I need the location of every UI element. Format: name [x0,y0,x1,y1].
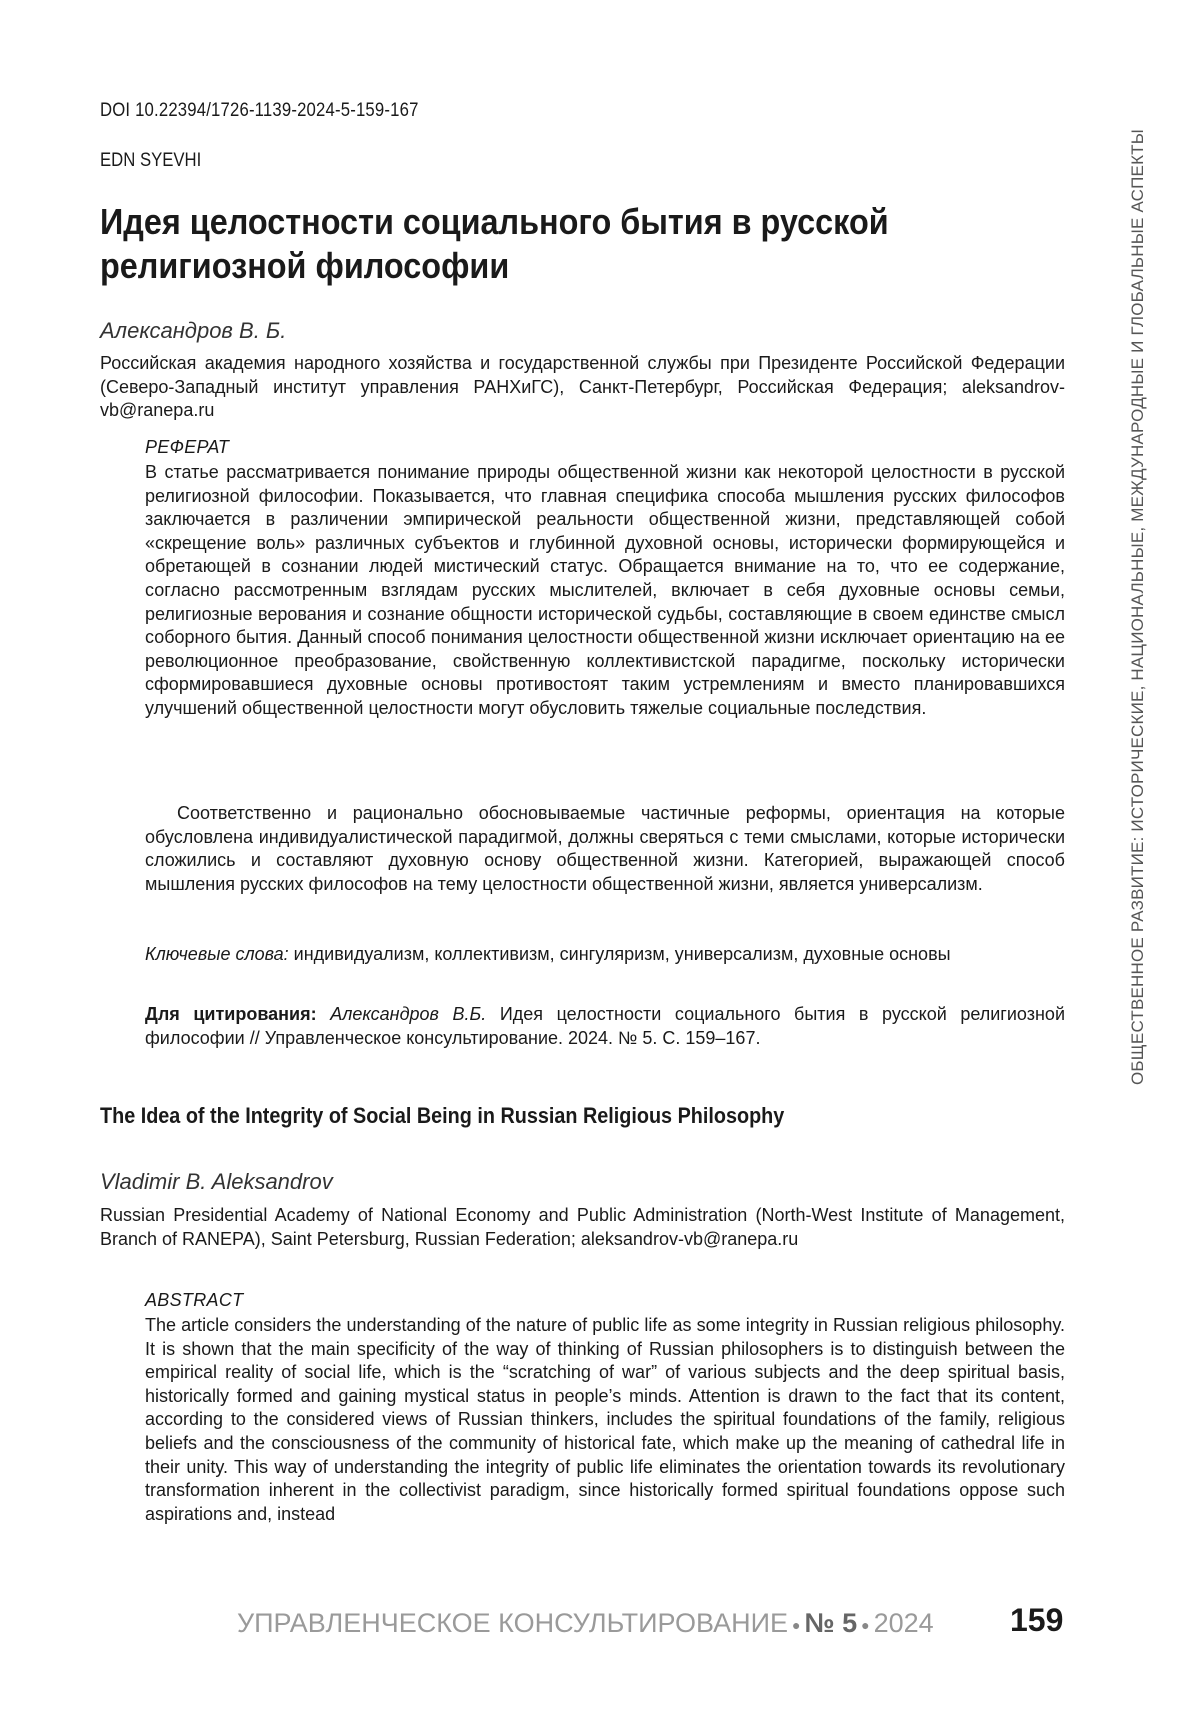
edn-line: EDN SYEVHI [100,150,201,172]
doi-line: DOI 10.22394/1726-1139-2024-5-159-167 [100,100,419,122]
abstract-ru-paragraph-1: В статье рассматривается понимание природы общественной жизни как некоторой целостности в русской религиозной философии. Показывается, что главная специфика способа мышления русских философов заключается в различении эмпирической реальности общественной жизни, представляющей собой «скрещение воль» различных субъектов и глубинной духовной основы, исторически формирующейся и обретающей в сознании людей мистический статус. Обращается внимание на то, что ее содержание, согласно рассмотренным взглядам русских мыслителей, включает в себя духовные основы семьи, религиозные верования и сознание общности исторической судьбы, составляющие в своем единстве смысл соборного бытия. Данный способ понимания целостности общественной жизни исключает ориентацию на ее революционное преобразование, свойственную коллективистской парадигме, поскольку исторически сформировавшиеся духовные основы противостоят таким устремлениям и вместо планировавшихся улучшений общественной целостности могут обусловить тяжелые социальные последствия. [145,461,1065,721]
abstract-label-ru: РЕФЕРАТ [145,437,229,458]
article-title-en: The Idea of the Integrity of Social Being in Russian Religious Philosophy [100,1103,784,1129]
bullet-separator-icon: ● [792,1617,800,1633]
keywords-list: индивидуализм, коллективизм, сингуляризм, универсализм, духовные основы [294,944,951,964]
citation-label: Для цитирования: [145,1004,317,1024]
abstract-ru-paragraph-2: Соответственно и рационально обосновываемые частичные реформы, ориентация на которые обусловлена индивидуалистической парадигмой, должны сверяться с теми смыслами, которые исторически сложились и составляют духовную основу общественной жизни. Категорией, выражающей способ мышления русских философов на тему целостности общественной жизни, является универсализм. [145,802,1065,896]
citation-author: Александров В.Б. [330,1004,486,1024]
journal-page [0,0,1200,1710]
keywords-label: Ключевые слова: [145,944,289,964]
footer-year: 2024 [874,1608,934,1638]
citation-ru [145,1003,1065,1050]
footer-issue: № 5 [804,1608,857,1638]
section-sidebar-text: ОБЩЕСТВЕННОЕ РАЗВИТИЕ: ИСТОРИЧЕСКИЕ, НАЦИОНАЛЬНЫЕ, МЕЖДУНАРОДНЫЕ И ГЛОБАЛЬНЫЕ АСПЕКТЫ [1128,95,1148,1085]
keywords-ru [145,943,1065,967]
author-en: Vladimir B. Aleksandrov [100,1169,333,1195]
bullet-separator-icon: ● [861,1617,869,1633]
citation-text: Идея целостности социального бытия в русской религиозной философии // Управленческое консультирование. 2024. № 5. С. 159–167. [145,1004,1065,1048]
author-ru: Александров В. Б. [100,318,286,344]
abstract-en: The article considers the understanding of the nature of public life as some integrity in Russian religious philosophy. It is shown that the main specificity of the way of thinking of Russian philosophers is to distinguish between the empirical reality of social life, which is the “scratching of war” of various subjects and the deep spiritual basis, historically formed and gaining mystical status in people’s minds. Attention is drawn to the fact that its content, according to the considered views of Russian thinkers, includes the spiritual foundations of the family, religious beliefs and the consciousness of the community of historical fate, which make up the meaning of cathedral life in their unity. This way of understanding the integrity of public life eliminates the orientation towards its revolutionary transformation inherent in the collectivist paradigm, since historically formed spiritual foundations oppose such aspirations and, instead [145,1314,1065,1526]
affiliation-ru: Российская академия народного хозяйства и государственной службы при Президенте Российской Федерации (Северо-Западный институт управления РАНХиГС), Санкт-Петербург, Российская Федерация; aleksandrov-vb@ranepa.ru [100,352,1065,423]
article-title-ru: Идея целостности социального бытия в русской религиозной философии [100,200,964,288]
affiliation-en: Russian Presidential Academy of National Economy and Public Administration (North-West Institute of Management, Branch of RANEPA), Saint Petersburg, Russian Federation; aleksandrov-vb@ranepa.ru [100,1204,1065,1251]
page-number: 159 [1010,1602,1063,1639]
journal-footer [237,1608,934,1639]
footer-journal-name: УПРАВЛЕНЧЕСКОЕ КОНСУЛЬТИРОВАНИЕ [237,1608,788,1638]
abstract-label-en: ABSTRACT [145,1290,243,1311]
